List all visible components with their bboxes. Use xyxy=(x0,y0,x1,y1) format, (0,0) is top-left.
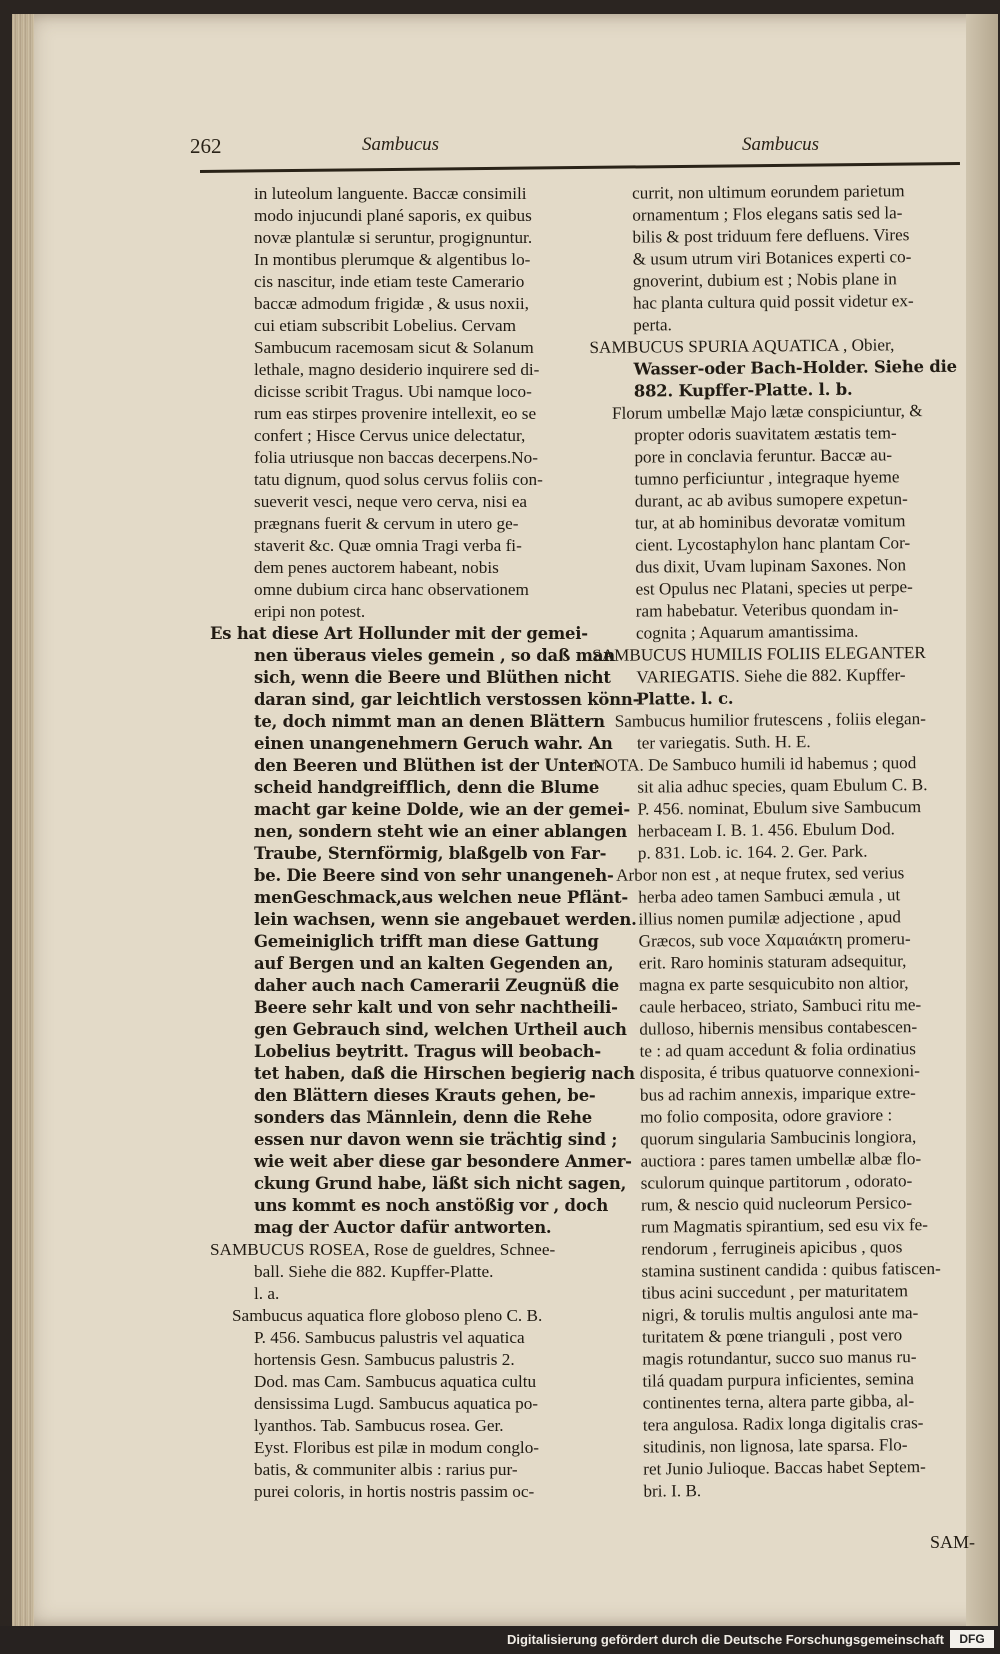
text-line: lethale, magno desiderio inquirere sed di- xyxy=(254,360,540,379)
text-line: continentes terna, altera parte gibba, al- xyxy=(642,1391,915,1413)
text-line: herba adeo tamen Sambuci æmula , ut xyxy=(638,885,901,907)
text-line: nigri, & torulis multis angulosi ante ma- xyxy=(641,1303,919,1325)
text-line: VARIEGATIS. Siehe die 882. Kupffer- xyxy=(636,665,906,687)
text-line: hortensis Gesn. Sambucus palustris 2. xyxy=(254,1350,515,1369)
text-line: est Opulus nec Platani, species ut perpe- xyxy=(635,577,913,599)
text-line: nen, sondern steht wie an einer ablangen xyxy=(254,822,628,841)
text-line: nen überaus vieles gemein , so daß man xyxy=(254,646,615,665)
text-line: staverit &c. Quæ omnia Tragi verba fi- xyxy=(254,536,522,555)
text-line: lyanthos. Tab. Sambucus rosea. Ger. xyxy=(254,1416,504,1435)
text-line: ball. Siehe die 882. Kupffer-Platte. xyxy=(254,1262,494,1281)
text-line: currit, non ultimum eorundem parietum xyxy=(632,181,905,203)
text-line: p. 831. Lob. ic. 164. 2. Ger. Park. xyxy=(637,841,868,863)
catchword: SAM- xyxy=(930,1532,976,1552)
running-head-left: Sambucus xyxy=(362,134,440,155)
text-line: sonders das Männlein, denn die Rehe xyxy=(254,1108,593,1127)
text-line: tumno perficiuntur , integraque hyeme xyxy=(634,467,900,489)
text-line: ornamentum ; Flos elegans satis sed la- xyxy=(632,203,903,225)
text-line: eripi non potest. xyxy=(254,602,366,621)
running-head-right: Sambucus xyxy=(742,134,820,155)
text-line: 882. Kupffer-Platte. l. b. xyxy=(633,379,853,401)
text-line: Sambucus humilior frutescens , foliis elegan- xyxy=(614,709,926,731)
text-line: caule herbaceo, striato, Sambuci ritu me- xyxy=(639,995,922,1017)
text-line: rum, & nescio quid nucleorum Persico- xyxy=(640,1193,913,1215)
text-line: Lobelius beytritt. Tragus will beobach- xyxy=(254,1042,601,1061)
text-line: einen unangenehmern Geruch wahr. An xyxy=(254,734,613,753)
page-gutter-edge xyxy=(12,14,34,1626)
text-line: durant, ac ab avibus sumopere expetun- xyxy=(634,489,908,511)
text-line: lein wachsen, wenn sie angebauet werden. xyxy=(254,910,637,929)
entry-heading-line: SAMBUCUS SPURIA AQUATICA , Obier, xyxy=(589,335,895,357)
text-line: ckung Grund habe, läßt sich nicht sagen, xyxy=(254,1174,627,1193)
text-line: te : ad quam accedunt & folia ordinatius xyxy=(639,1039,916,1061)
text-line: essen nur davon wenn sie trächtig sind ; xyxy=(254,1130,618,1149)
text-line: Sambucum racemosam sicut & Solanum xyxy=(254,338,534,357)
text-line: sueverit vesci, neque vero cerva, nisi ea xyxy=(254,492,527,511)
text-line: tatu dignum, quod solus cervus foliis con- xyxy=(254,470,543,489)
text-line: confert ; Hisce Cervus unice delectatur, xyxy=(254,426,526,445)
text-line: hac planta cultura quid possit videtur ex- xyxy=(632,291,914,313)
text-line: cui etiam subscribit Lobelius. Cervam xyxy=(254,316,517,335)
text-line: sich, wenn die Beere und Blüthen nicht xyxy=(254,668,611,687)
entry-heading-line: Es hat diese Art Hollunder mit der gemei- xyxy=(210,624,588,643)
text-line: P. 456. nominat, Ebulum sive Sambucum xyxy=(637,797,922,819)
entry-heading-line: NOTA. De Sambuco humili id habemus ; quod xyxy=(593,753,917,775)
text-line: propter odoris suavitatem æstatis tem- xyxy=(634,423,897,445)
text-line: Sambucus aquatica flore globoso pleno C. B. xyxy=(232,1306,543,1325)
text-line: scheid handgreifflich, denn die Blume xyxy=(254,778,600,797)
text-line: Beere sehr kalt und von sehr nachtheili- xyxy=(254,998,618,1017)
text-line: gnoverint, dubium est ; Nobis plane in xyxy=(632,269,897,291)
text-line: omne dubium circa hanc observationem xyxy=(254,580,529,599)
text-line: Eyst. Floribus est pilæ in modum conglo- xyxy=(254,1438,540,1457)
text-line: Wasser-oder Bach-Holder. Siehe die xyxy=(633,356,957,379)
text-line: ret Junio Julioque. Baccas habet Septem- xyxy=(643,1457,926,1479)
text-line: densissima Lugd. Sambucus aquatica po- xyxy=(254,1394,539,1413)
text-line: disposita, é tribus quatuorve connexioni- xyxy=(639,1061,921,1083)
text-line: wie weit aber diese gar besondere Anmer- xyxy=(254,1152,632,1171)
footer-bar xyxy=(0,1626,1000,1654)
text-line: novæ plantulæ si seruntur, progignuntur. xyxy=(254,228,533,247)
text-line: cognita ; Aquarum amantissima. xyxy=(635,621,859,643)
page-number: 262 xyxy=(190,134,222,158)
text-line: sit alia adhuc species, quam Ebulum C. B. xyxy=(637,775,928,797)
text-line: Traube, Sternförmig, blaßgelb von Far- xyxy=(254,844,607,863)
dfg-logo: DFG xyxy=(950,1630,994,1648)
text-line: bri. I. B. xyxy=(643,1481,702,1501)
text-line: rum eas stirpes provenire intellexit, eo se xyxy=(254,404,537,423)
text-line: Gemeiniglich trifft man diese Gattung xyxy=(254,932,599,951)
text-line: rum Magmatis spirantium, sed esu vix fe- xyxy=(641,1215,929,1237)
text-line: daran sind, gar leichtlich verstossen könn- xyxy=(254,690,640,709)
text-line: Florum umbellæ Majo lætæ conspiciuntur, & xyxy=(611,401,923,423)
text-line: macht gar keine Dolde, wie an der gemei- xyxy=(254,800,630,819)
text-line: bilis & post triduum fere defluens. Vires xyxy=(632,225,910,247)
text-line: herbaceam I. B. 1. 456. Ebulum Dod. xyxy=(637,819,896,841)
text-line: folia utriusque non baccas decerpens.No- xyxy=(254,448,538,467)
text-line: situdinis, non lignosa, late sparsa. Flo- xyxy=(642,1435,908,1457)
text-line: auf Bergen und an kalten Gegenden an, xyxy=(254,954,614,973)
text-line: stamina sustinent candida : quibus fatiscen- xyxy=(641,1258,941,1281)
text-line: l. a. xyxy=(254,1284,280,1303)
text-line: gen Gebrauch sind, welchen Urtheil auch xyxy=(254,1020,627,1039)
text-line: baccæ admodum frigidæ , & usus noxii, xyxy=(254,294,529,313)
text-line: dus dixit, Uvam lupinam Saxones. Non xyxy=(635,555,907,577)
page-header xyxy=(190,134,980,164)
right-column xyxy=(588,180,990,1503)
text-line: batis, & communiter albis : rarius pur- xyxy=(254,1460,518,1479)
text-line: tibus acini succedunt , per maturitatem xyxy=(641,1281,909,1303)
text-line: dem penes auctorem habeant, nobis xyxy=(254,558,499,577)
text-line: prægnans fuerit & cervum in utero ge- xyxy=(254,514,519,533)
text-line: Dod. mas Cam. Sambucus aquatica cultu xyxy=(254,1372,537,1391)
text-line: Arbor non est , at neque frutex, sed verius xyxy=(615,863,905,885)
text-line: mag der Auctor dafür antworten. xyxy=(254,1218,552,1237)
text-line: perta. xyxy=(633,315,672,335)
text-line: tilá quadam purpura inficientes, semina xyxy=(642,1369,915,1391)
text-line: ram habebatur. Veteribus quondam in- xyxy=(635,599,899,621)
text-line: ter variegatis. Suth. H. E. xyxy=(636,732,811,753)
text-line: dicisse scribit Tragus. Ubi namque loco- xyxy=(254,382,532,401)
text-line: daher auch nach Camerarii Zeugnüß die xyxy=(254,976,620,995)
entry-heading-line: SAMBUCUS ROSEA, Rose de gueldres, Schnee- xyxy=(210,1240,556,1259)
text-line: Platte. l. c. xyxy=(636,688,734,709)
text-line: bus ad rachim annexis, imparique extre- xyxy=(639,1083,916,1105)
text-line: & usum utrum viri Botanices experti co- xyxy=(632,247,912,269)
text-line: uns kommt es noch anstößig vor , doch xyxy=(254,1196,609,1215)
text-line: illius nomen pumilæ adjectione , apud xyxy=(638,907,902,929)
text-line: Græcos, sub voce Χαμαιάκτη promeru- xyxy=(638,929,911,951)
text-line: cient. Lycostaphylon hanc plantam Cor- xyxy=(635,533,911,555)
text-line: turitatem & pœne trianguli , post vero xyxy=(641,1325,903,1347)
entry-heading-line: SAMBUCUS HUMILIS FOLIIS ELEGANTER xyxy=(592,643,926,665)
text-line: menGeschmack,aus welchen neue Pflänt- xyxy=(254,888,628,907)
text-line: quorum singularia Sambucinis longiora, xyxy=(640,1127,917,1149)
text-line: auctiora : pares tamen umbellæ albæ flo- xyxy=(640,1149,922,1171)
text-line: cis nascitur, inde etiam teste Camerario xyxy=(254,272,525,291)
text-line: tet haben, daß die Hirschen begierig nach xyxy=(254,1064,635,1083)
left-column xyxy=(210,183,640,1503)
text-line: den Blättern dieses Krauts gehen, be- xyxy=(254,1086,596,1105)
text-line: rendorum , ferrugineis apicibus , quos xyxy=(641,1237,903,1259)
text-line: te, doch nimmt man an denen Blättern xyxy=(254,712,605,731)
text-line: be. Die Beere sind von sehr unangeneh- xyxy=(254,866,614,885)
text-line: dulloso, hibernis mensibus contabescen- xyxy=(639,1017,918,1039)
text-line: P. 456. Sambucus palustris vel aquatica xyxy=(254,1328,525,1347)
text-line: modo injucundi plané saporis, ex quibus xyxy=(254,206,532,225)
text-line: sculorum quinque partitorum , odorato- xyxy=(640,1171,913,1193)
funding-credit: Digitalisierung gefördert durch die Deutsche Forschungsgemeinschaft xyxy=(506,1632,944,1647)
text-line: pore in conclavia feruntur. Baccæ au- xyxy=(634,445,893,467)
text-line: mo folio composita, odore graviore : xyxy=(640,1105,893,1127)
text-line: den Beeren und Blüthen ist der Unter- xyxy=(254,756,603,775)
text-line: magna ex parte sesquicubito non altior, xyxy=(638,973,909,995)
text-line: purei coloris, in hortis nostris passim oc- xyxy=(254,1482,535,1501)
text-line: In montibus plerumque & algentibus lo- xyxy=(254,250,531,269)
text-line: tera angulosa. Radix longa digitalis cras- xyxy=(642,1413,924,1435)
text-line: tur, at ab hominibus devoratæ vomitum xyxy=(634,511,906,533)
text-line: magis rotundantur, succo suo manus ru- xyxy=(642,1347,917,1369)
text-line: erit. Raro hominis staturam adsequitur, xyxy=(638,951,907,973)
text-line: in luteolum languente. Baccæ consimili xyxy=(254,184,527,203)
